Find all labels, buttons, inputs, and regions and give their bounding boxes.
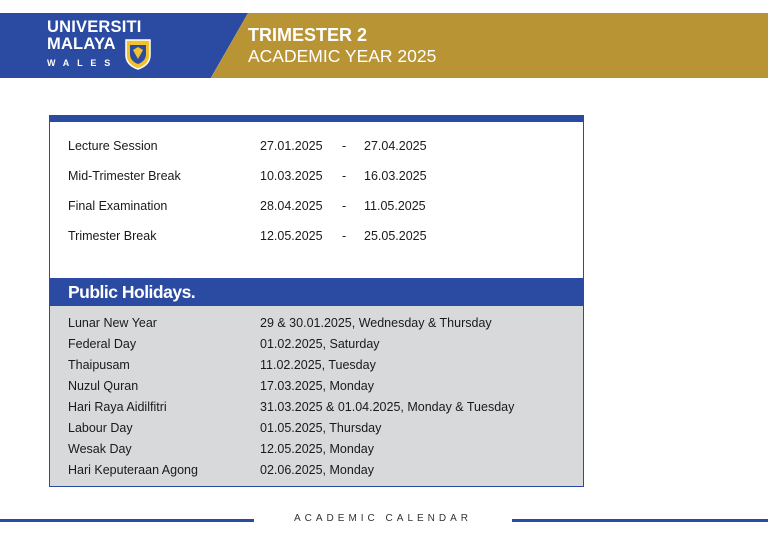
holiday-name: Lunar New Year [68,316,157,330]
holiday-date: 12.05.2025, Monday [260,442,374,456]
logo-line-universiti: UNIVERSITI [47,18,142,36]
session-label: Mid-Trimester Break [68,169,181,183]
logo-line-wales: WALES [47,58,119,68]
session-separator: - [342,139,347,153]
session-label: Trimester Break [68,229,157,243]
holiday-name: Hari Keputeraan Agong [68,463,198,477]
session-start-date: 28.04.2025 [260,199,323,213]
holiday-name: Hari Raya Aidilfitri [68,400,167,414]
session-separator: - [342,199,347,213]
holiday-name: Nuzul Quran [68,379,139,393]
holiday-name: Wesak Day [68,442,132,456]
holiday-date: 02.06.2025, Monday [260,463,374,477]
holiday-date: 11.02.2025, Tuesday [260,358,376,372]
session-end-date: 25.05.2025 [364,229,427,243]
public-holidays-header [50,278,583,306]
session-end-date: 27.04.2025 [364,139,427,153]
footer-divider-left [0,519,254,522]
trimester-title: TRIMESTER 2 [248,25,368,45]
session-separator: - [342,229,347,243]
holiday-date: 01.05.2025, Thursday [260,421,382,435]
session-label: Lecture Session [68,139,158,153]
logo-line-malaya: MALAYA [47,35,116,53]
session-start-date: 27.01.2025 [260,139,323,153]
footer-label: ACADEMIC CALENDAR [293,513,473,524]
calendar-panel [49,115,584,487]
session-separator: - [342,169,347,183]
panel-top-bar [50,116,583,122]
session-label: Final Examination [68,199,168,213]
academic-year-title: ACADEMIC YEAR 2025 [248,46,437,66]
public-holidays-list [50,306,583,486]
header-banner [0,13,768,78]
session-start-date: 10.03.2025 [260,169,323,183]
footer-divider-right [512,519,768,522]
session-end-date: 16.03.2025 [364,169,427,183]
holiday-date: 31.03.2025 & 01.04.2025, Monday & Tuesday [260,400,515,414]
holiday-name: Thaipusam [68,358,130,372]
holiday-date: 17.03.2025, Monday [260,379,374,393]
session-start-date: 12.05.2025 [260,229,323,243]
session-end-date: 11.05.2025 [364,199,426,213]
holiday-name: Federal Day [68,337,137,351]
header-title [248,25,436,67]
holiday-date: 01.02.2025, Saturday [260,337,380,351]
holiday-date: 29 & 30.01.2025, Wednesday & Thursday [260,316,492,330]
holiday-name: Labour Day [68,421,133,435]
university-crest-icon [124,38,152,70]
public-holidays-title: Public Holidays. [68,282,196,302]
